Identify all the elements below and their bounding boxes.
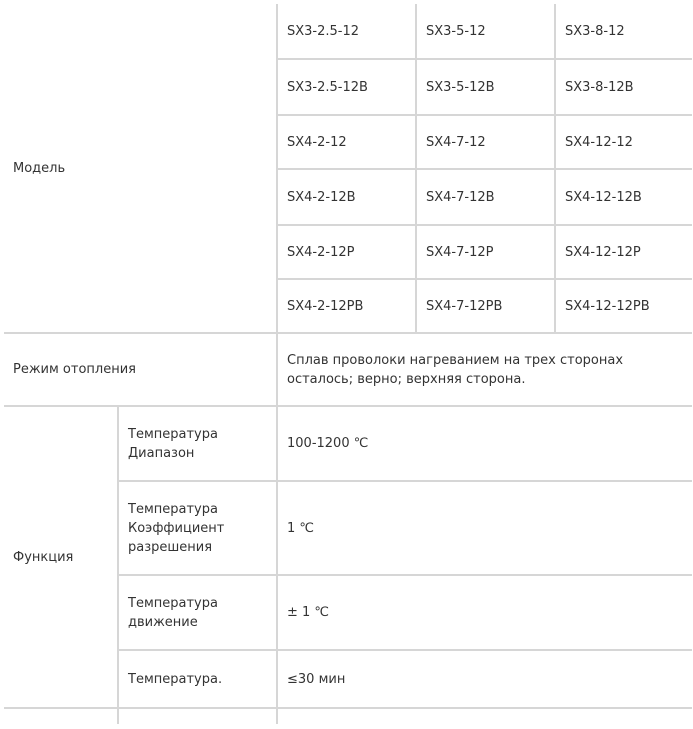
model-cell [417,116,554,168]
model-name: SX3-8-12 [565,23,625,39]
truncated-row-cell [4,709,117,729]
parameter-value: ± 1 ℃ [287,605,330,620]
parameter-value: 1 ℃ [287,520,315,536]
specification-table [4,4,692,724]
parameter-label: Температура Диапазон [128,426,218,461]
model-name: SX4-7-12B [426,189,495,205]
model-name: SX4-7-12PB [426,298,503,314]
parameter-value-cell [278,576,693,649]
parameter-label-cell [119,482,276,574]
model-name: SX4-2-12PB [287,298,364,314]
model-name: SX4-7-12 [426,134,486,150]
model-cell [556,280,693,332]
parameter-value-cell [278,651,693,707]
model-name: SX3-2.5-12B [287,79,368,95]
heating-mode-label: Режим отопления [13,362,136,377]
parameter-label: Температура. [128,671,223,687]
truncated-row-cell [119,709,276,729]
heating-mode-value: Сплав проволоки нагреванием на трех сторонах осталось; верно; верхняя сторона. [287,352,624,387]
model-name: SX4-2-12 [287,134,347,150]
model-name: SX3-5-12 [426,23,486,39]
model-cell [556,226,693,278]
parameter-value: ≤30 мин [287,671,346,687]
model-name: SX4-2-12B [287,189,356,205]
model-cell [556,4,693,58]
model-name: SX3-8-12B [565,79,634,95]
parameter-value: 100-1200 ℃ [287,436,369,451]
model-label-cell [4,4,276,332]
model-cell [556,170,693,224]
model-cell [417,280,554,332]
parameter-label-cell [119,651,276,707]
model-name: SX4-2-12P [287,244,355,260]
model-cell [417,4,554,58]
function-label-cell [4,407,117,707]
parameter-label: Температура движение [128,595,218,630]
model-name: SX4-7-12P [426,244,494,260]
model-cell [278,4,415,58]
model-label: Модель [13,160,66,176]
parameter-label: Температура Коэффициент разрешения [128,501,225,555]
parameter-label-cell [119,407,276,480]
model-cell [556,116,693,168]
function-label: Функция [13,549,74,565]
model-name: SX4-12-12PB [565,298,650,314]
model-name: SX3-2.5-12 [287,23,360,39]
model-cell [278,170,415,224]
model-cell [417,226,554,278]
model-cell [417,60,554,114]
model-name: SX4-12-12 [565,134,633,150]
parameter-value-cell [278,407,693,480]
model-name: SX3-5-12B [426,79,495,95]
model-name: SX4-12-12P [565,244,641,260]
model-cell [417,170,554,224]
model-cell [278,280,415,332]
truncated-row-cell [278,709,693,729]
model-cell [278,60,415,114]
parameter-value-cell [278,482,693,574]
model-cell [278,226,415,278]
heating-mode-label-cell [4,334,276,405]
model-name: SX4-12-12B [565,189,642,205]
model-cell [278,116,415,168]
parameter-label-cell [119,576,276,649]
model-cell [556,60,693,114]
heating-mode-value-cell [278,334,693,405]
